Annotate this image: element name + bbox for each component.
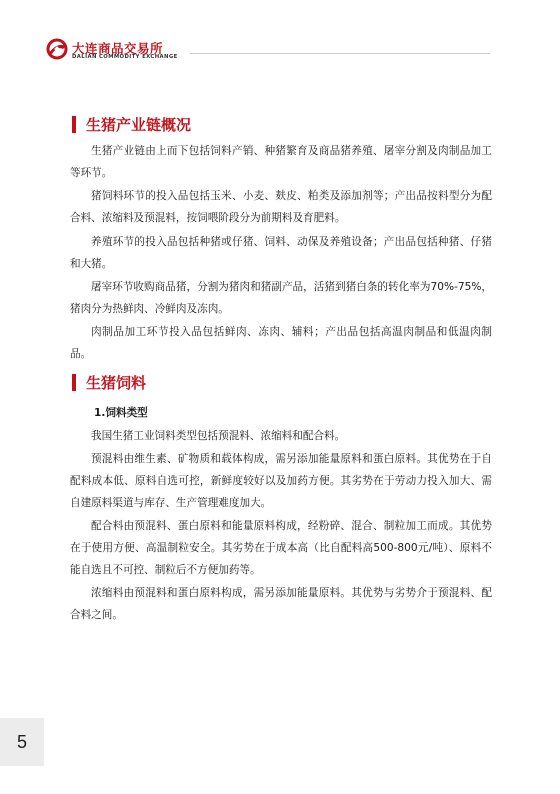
paragraph: 预混料由维生素、矿物质和载体构成，需另添加能量原料和蛋白原料。其优势在于自配料成本低、原料自选可控，新鲜度较好以及加药方便。其劣势在于劳动力投入加大、需自建原料渠道与库存、生产管理难度加大。 [70, 453, 492, 509]
logo-english-name: DALIAN COMMODITY EXCHANGE [72, 54, 178, 60]
page-number: 5 [0, 718, 44, 766]
paragraph: 我国生猪工业饲料类型包括预混料、浓缩料和配合料。 [91, 430, 346, 442]
page-header [0, 0, 560, 70]
paragraph: 生猪产业链由上而下包括饲料产销、种猪繁育及商品猪养殖、屠宰分割及肉制品加工等环节。 [70, 145, 492, 179]
logo-chinese-name: 大连商品交易所 [72, 41, 164, 56]
paragraph: 猪饲料环节的投入品包括玉米、小麦、麸皮、粕类及添加剂等；产出品按料型分为配合料、浓缩料及预混料，按饲喂阶段分为前期料及育肥料。 [70, 190, 492, 224]
section-heading-industry-chain [72, 113, 191, 135]
paragraph: 浓缩料由预混料和蛋白原料构成，需另添加能量原料。其优势与劣势介于预混料、配合料之间。 [70, 587, 492, 621]
heading-marker [72, 116, 76, 133]
paragraph: 肉制品加工环节投入品包括鲜肉、冻肉、辅料；产出品包括高温肉制品和低温肉制品。 [70, 326, 492, 360]
section-title: 生猪产业链概况 [86, 115, 192, 134]
heading-marker [72, 374, 76, 391]
dce-logo-icon [46, 38, 68, 60]
header-divider [190, 53, 490, 54]
paragraph: 配合料由预混料、蛋白原料和能量原料构成，经粉碎、混合、制粒加工而成。其优势在于使用方便、高温制粒安全。其劣势在于成本高（比自配料高500-800元/吨）、原料不能自选且不可控、制粒后不方便加药等。 [70, 520, 492, 576]
subsection-title: 1.饲料类型 [94, 407, 148, 419]
section-heading-feed [72, 371, 146, 393]
paragraph: 屠宰环节收购商品猪，分割为猪肉和猪副产品，活猪到猪白条的转化率为70%-75%，猪肉分为热鲜肉、冷鲜肉及冻肉。 [70, 281, 492, 315]
paragraph: 养殖环节的投入品包括种猪或仔猪、饲料、动保及养殖设备；产出品包括种猪、仔猪和大猪。 [70, 236, 492, 270]
section-title: 生猪饲料 [86, 373, 147, 392]
